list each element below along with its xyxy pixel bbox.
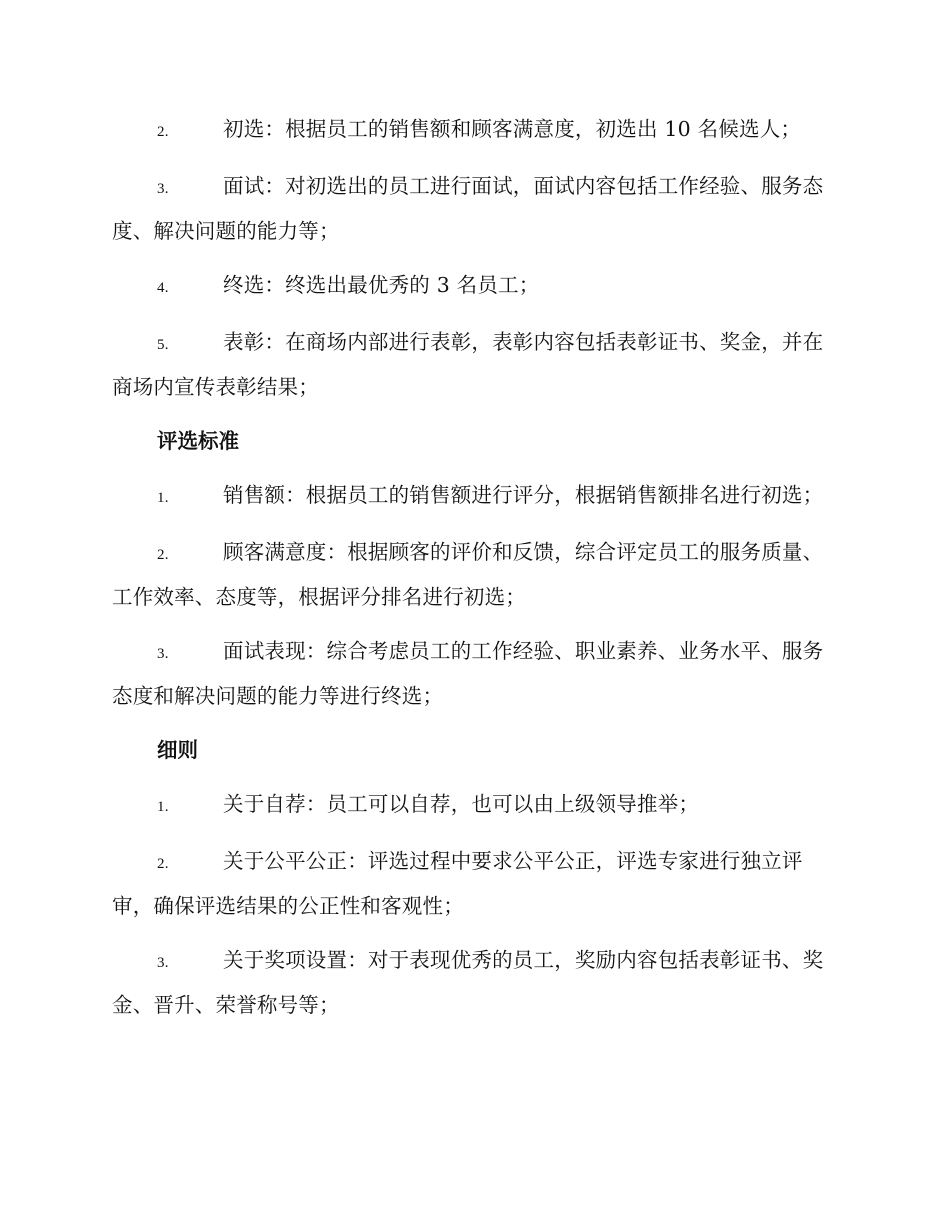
list-number: 3. <box>157 955 169 971</box>
list-text: 表彰：在商场内部进行表彰，表彰内容包括表彰证书、奖金，并在商场内宣传表彰结果； <box>112 330 824 399</box>
list-item <box>112 108 834 153</box>
list-item <box>112 531 834 618</box>
list-number: 4. <box>157 280 169 296</box>
list-text: 终选：终选出最优秀的 3 名员工； <box>223 273 540 297</box>
list-number: 3. <box>157 181 169 197</box>
list-number: 5. <box>157 337 169 353</box>
list-number: 1. <box>157 490 169 506</box>
list-text: 销售额：根据员工的销售额进行评分，根据销售额排名进行初选； <box>223 483 824 507</box>
list-item <box>112 630 834 717</box>
list-item <box>112 321 834 408</box>
list-text: 面试表现：综合考虑员工的工作经验、职业素养、业务水平、服务态度和解决问题的能力等进行终选； <box>112 639 824 708</box>
list-item <box>112 474 834 519</box>
list-text: 关于公平公正：评选过程中要求公平公正，评选专家进行独立评审，确保评选结果的公正性和客观性； <box>112 849 803 918</box>
list-number: 2. <box>157 124 169 140</box>
list-number: 2. <box>157 856 169 872</box>
list-text: 初选：根据员工的销售额和顾客满意度，初选出 10 名候选人； <box>223 117 802 141</box>
list-text: 顾客满意度：根据顾客的评价和反馈，综合评定员工的服务质量、工作效率、态度等，根据评分排名进行初选； <box>112 540 824 609</box>
list-text: 关于自荐：员工可以自荐，也可以由上级领导推举； <box>223 792 700 816</box>
list-text: 关于奖项设置：对于表现优秀的员工，奖励内容包括表彰证书、奖金、晋升、荣誉称号等； <box>112 948 824 1017</box>
list-item <box>112 939 834 1026</box>
document-body <box>112 108 834 1038</box>
list-number: 3. <box>157 646 169 662</box>
section-heading-rules: 细则 <box>157 738 198 762</box>
list-number: 1. <box>157 799 169 815</box>
list-item <box>112 783 834 828</box>
list-text: 面试：对初选出的员工进行面试，面试内容包括工作经验、服务态度、解决问题的能力等； <box>112 174 824 243</box>
section-heading-criteria: 评选标准 <box>157 429 239 453</box>
list-item <box>112 264 834 309</box>
list-item <box>112 840 834 927</box>
list-number: 2. <box>157 547 169 563</box>
list-item <box>112 165 834 252</box>
